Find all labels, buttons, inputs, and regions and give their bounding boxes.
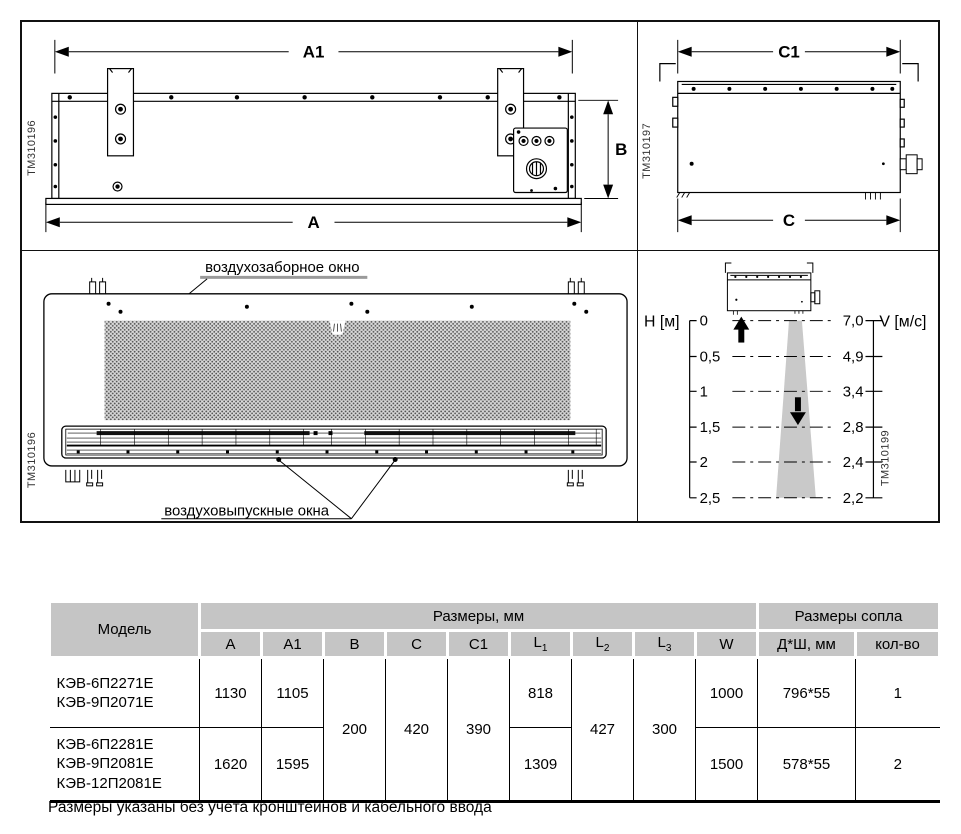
- front-view-panel: [22, 251, 638, 523]
- dim-b-label: B: [615, 139, 628, 159]
- cell-w-row1: 1000: [696, 658, 758, 728]
- rear-view-drawing: [22, 22, 637, 250]
- header-dims-group: Размеры, мм: [200, 602, 758, 631]
- cell-b-merged: 200: [324, 658, 386, 802]
- mini-unit-drawing: [725, 263, 819, 315]
- arrow-left-icon: [46, 217, 60, 227]
- header-model: Модель: [50, 602, 200, 658]
- cell-l3-merged: 300: [634, 658, 696, 802]
- rear-view-panel: [22, 22, 638, 251]
- cell-models-row2: КЭВ-6П2281Е КЭВ-9П2081Е КЭВ-12П2081Е: [50, 728, 200, 802]
- arrow-left-icon: [55, 47, 69, 57]
- v-tick: 2,4: [842, 454, 864, 471]
- drawing-code: TM310199: [879, 429, 892, 487]
- header-col-l1: $L_1$: [510, 631, 572, 658]
- drawing-code: TM310196: [25, 119, 38, 176]
- side-view-geometry: [660, 64, 918, 193]
- h-tick: 2,5: [699, 490, 721, 507]
- foot-marks: [677, 193, 881, 200]
- v-tick: 2,8: [842, 420, 864, 437]
- arrow-left-icon: [678, 215, 692, 225]
- intake-window-label: воздухозаборное окно: [205, 258, 360, 276]
- h-tick: 1: [699, 384, 708, 401]
- header-col-nozzle-size: Д*Ш, мм: [758, 631, 856, 658]
- header-col-w: W: [696, 631, 758, 658]
- arrow-left-icon: [678, 47, 692, 57]
- outlet-grille: [62, 426, 606, 458]
- side-view-panel: [638, 22, 938, 251]
- h-tick: 0,5: [699, 349, 721, 366]
- cell-l1-row1: 818: [510, 658, 572, 728]
- dim-c1-label: C1: [778, 42, 800, 62]
- cell-nozzle-size-row2: 578*55: [758, 728, 856, 802]
- cell-nozzle-count-row2: 2: [856, 728, 940, 802]
- cell-a1-row2: 1595: [262, 728, 324, 802]
- drawing-code: TM310196: [25, 431, 38, 489]
- label-underline: [200, 276, 367, 279]
- cell-a-row1: 1130: [200, 658, 262, 728]
- header-col-l2: $L_2$: [572, 631, 634, 658]
- h-tick: 1,5: [699, 420, 721, 437]
- header-col-c1: C1: [448, 631, 510, 658]
- cell-a-row2: 1620: [200, 728, 262, 802]
- cable-gland: [900, 155, 922, 174]
- arrow-right-icon: [886, 215, 900, 225]
- drawings-frame: [20, 20, 940, 523]
- v-tick: 7,0: [842, 313, 864, 330]
- dimensions-table: [48, 600, 941, 803]
- arrow-up-icon: [603, 100, 613, 114]
- cell-nozzle-count-row1: 1: [856, 658, 940, 728]
- cell-w-row2: 1500: [696, 728, 758, 802]
- connection-box: [514, 128, 568, 192]
- cell-a1-row1: 1105: [262, 658, 324, 728]
- header-col-a: A: [200, 631, 262, 658]
- header-col-a1: A1: [262, 631, 324, 658]
- header-col-nozzle-count: кол-во: [856, 631, 940, 658]
- drawing-code: TM310197: [640, 122, 653, 179]
- airflow-chart: [638, 251, 938, 523]
- cell-nozzle-size-row1: 796*55: [758, 658, 856, 728]
- cell-c-merged: 420: [386, 658, 448, 802]
- dim-c-label: C: [782, 211, 796, 231]
- h-axis-label: H [м]: [643, 313, 680, 331]
- v-tick: 3,4: [842, 384, 864, 401]
- arrow-right-icon: [886, 47, 900, 57]
- table-row: [50, 658, 940, 728]
- table-footnote: Размеры указаны без учёта кронштейнов и кабельного ввода: [48, 799, 492, 816]
- front-view-drawing: [22, 251, 637, 523]
- top-bracket-hooks: [90, 278, 585, 294]
- v-axis-label: V [м/с]: [879, 313, 927, 331]
- cell-l1-row2: 1309: [510, 728, 572, 802]
- header-col-b: B: [324, 631, 386, 658]
- cell-c1-merged: 390: [448, 658, 510, 802]
- v-tick: 4,9: [842, 349, 864, 366]
- header-col-c: C: [386, 631, 448, 658]
- header-col-l3: $L_3$: [634, 631, 696, 658]
- header-nozzle-group: Размеры сопла: [758, 602, 940, 631]
- cell-l2-merged: 427: [572, 658, 634, 802]
- bottom-bracket-hooks: [66, 470, 583, 486]
- dim-a1-label: A1: [302, 42, 325, 62]
- arrow-down-icon: [603, 185, 613, 199]
- dim-a-label: A: [307, 213, 320, 233]
- h-tick: 2: [699, 454, 708, 471]
- intake-grille-hatch: [105, 321, 571, 421]
- outlet-windows-label: воздуховыпускные окна: [164, 502, 330, 520]
- airflow-chart-panel: [638, 251, 938, 523]
- v-tick: 2,2: [842, 490, 864, 507]
- arrow-right-icon: [558, 47, 572, 57]
- h-tick: 0: [699, 313, 708, 330]
- dim-b-lines: [578, 100, 618, 198]
- arrow-right-icon: [567, 217, 581, 227]
- side-view-drawing: [638, 22, 938, 250]
- leader-dot: [393, 457, 398, 462]
- cell-models-row1: КЭВ-6П2271Е КЭВ-9П2071Е: [50, 658, 200, 728]
